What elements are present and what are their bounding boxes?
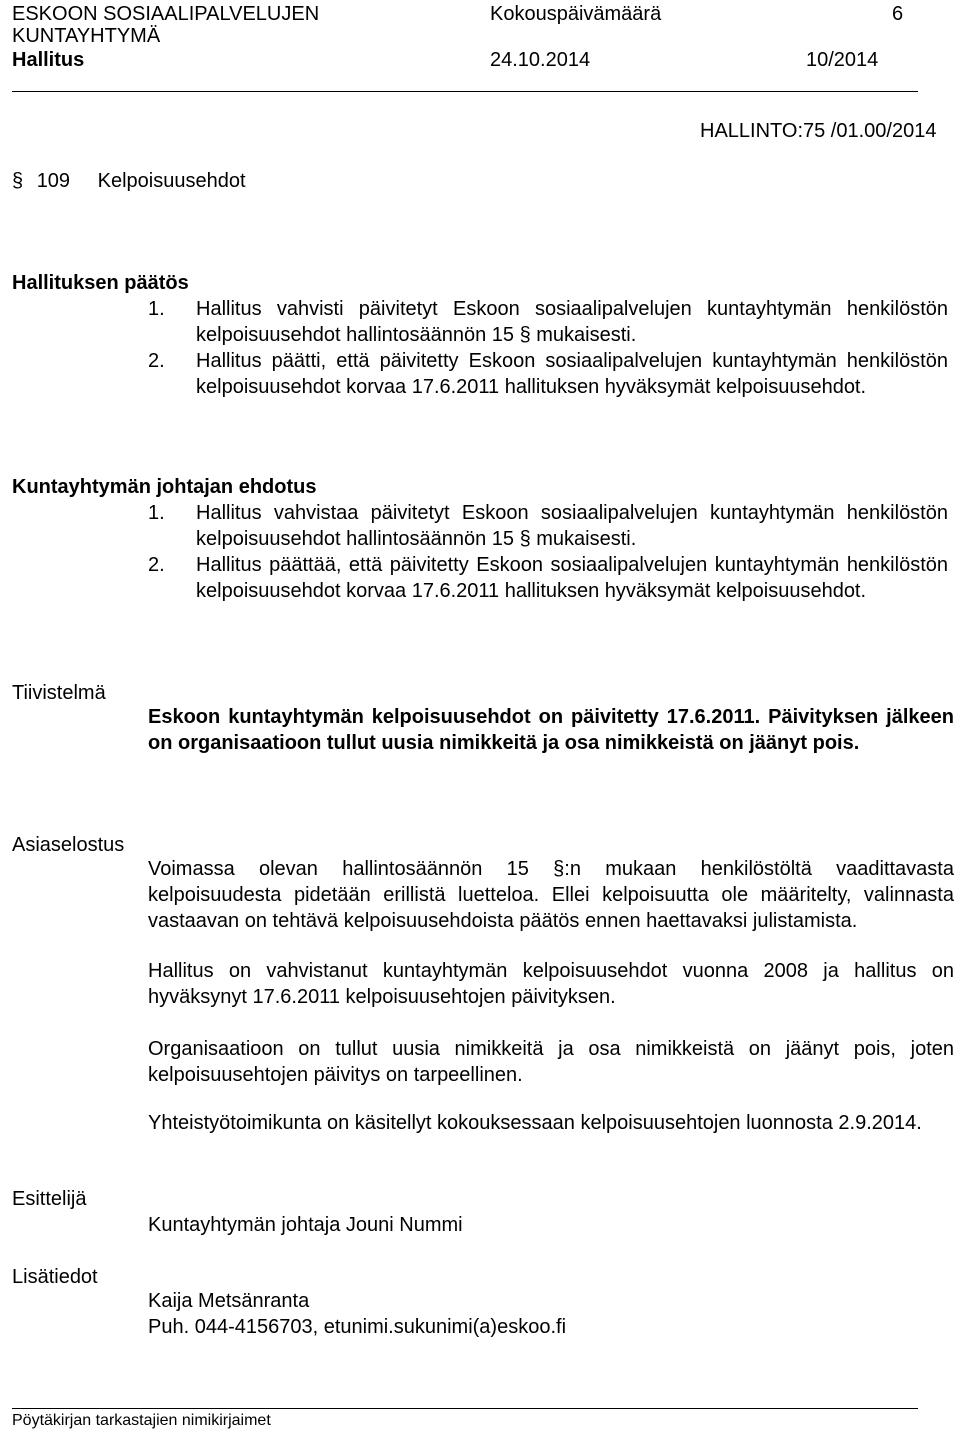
decision-item: 2. Hallitus päätti, että päivitetty Eskoon sosiaalipalvelujen kuntayhtymän henkilöstön kelpoisuusehdot korvaa 17.6.2011 hallituksen hyväksymät kelpoisuusehdot. — [148, 350, 948, 398]
org-name-line2: KUNTAYHTYMÄ — [12, 25, 161, 47]
proposal-list — [148, 500, 948, 604]
section-symbol: § — [12, 170, 24, 192]
explanation-paragraph: Organisaatioon on tullut uusia nimikkeitä ja osa nimikkeistä on jäänyt pois, joten kelpoisuusehtojen päivitys on tarpeellinen. — [148, 1038, 954, 1086]
explanation-label: Asiaselostus — [12, 834, 125, 856]
proposal-heading: Kuntayhtymän johtajan ehdotus — [12, 476, 317, 498]
summary-label: Tiivistelmä — [12, 682, 106, 704]
decision-list — [148, 296, 948, 400]
date-label: Kokouspäivämäärä — [490, 3, 662, 25]
meeting-number: 10/2014 — [806, 49, 879, 71]
page-number: 6 — [892, 3, 904, 25]
presenter-label: Esittelijä — [12, 1188, 87, 1210]
footer-text: Pöytäkirjan tarkastajien nimikirjaimet — [12, 1412, 271, 1429]
section-title: Kelpoisuusehdot — [97, 170, 246, 192]
org-name-line1: ESKOON SOSIAALIPALVELUJEN — [12, 3, 320, 25]
explanation-paragraph: Voimassa olevan hallintosäännön 15 §:n mukaan henkilöstöltä vaadittavasta kelpoisuudesta pidetään erillistä luetteloa. Ellei kelpoisuutta ole määritelty, valinnasta vastaavan on tehtävä kelpoisuusehdoista päätös ennen haettavaksi julistamista. — [148, 858, 954, 932]
section-heading — [12, 170, 246, 193]
section-number: 109 — [36, 170, 71, 192]
presenter-value: Kuntayhtymän johtaja Jouni Nummi — [148, 1214, 463, 1236]
date-value: 24.10.2014 — [490, 49, 591, 71]
header-divider — [12, 91, 918, 92]
info-name: Kaija Metsänranta — [148, 1290, 310, 1312]
reference-code: HALLINTO:75 /01.00/2014 — [700, 120, 937, 142]
info-contact: Puh. 044-4156703, etunimi.sukunimi(a)eskoo.fi — [148, 1316, 567, 1338]
body-name: Hallitus — [12, 49, 85, 71]
info-label: Lisätiedot — [12, 1266, 98, 1288]
explanation-paragraph: Hallitus on vahvistanut kuntayhtymän kelpoisuusehdot vuonna 2008 ja hallitus on hyväksynyt 17.6.2011 kelpoisuusehtojen päivityksen. — [148, 960, 954, 1008]
proposal-item: 2. Hallitus päättää, että päivitetty Eskoon sosiaalipalvelujen kuntayhtymän henkilöstön kelpoisuusehdot korvaa 17.6.2011 hallituksen hyväksymät kelpoisuusehdot. — [148, 554, 948, 602]
proposal-item: 1. Hallitus vahvistaa päivitetyt Eskoon sosiaalipalvelujen kuntayhtymän henkilöstön kelpoisuusehdot hallintosäännön 15 § mukaisesti. — [148, 502, 948, 550]
summary-text: Eskoon kuntayhtymän kelpoisuusehdot on päivitetty 17.6.2011. Päivityksen jälkeen on organisaatioon tullut uusia nimikkeitä ja osa nimikkeistä on jäänyt pois. — [148, 706, 954, 754]
explanation-paragraph: Yhteistyötoimikunta on käsitellyt kokouksessaan kelpoisuusehtojen luonnosta 2.9.2014. — [148, 1112, 922, 1134]
decision-item: 1. Hallitus vahvisti päivitetyt Eskoon sosiaalipalvelujen kuntayhtymän henkilöstön kelpoisuusehdot hallintosäännön 15 § mukaisesti. — [148, 298, 948, 346]
footer-divider — [12, 1408, 918, 1409]
decision-heading: Hallituksen päätös — [12, 272, 189, 294]
